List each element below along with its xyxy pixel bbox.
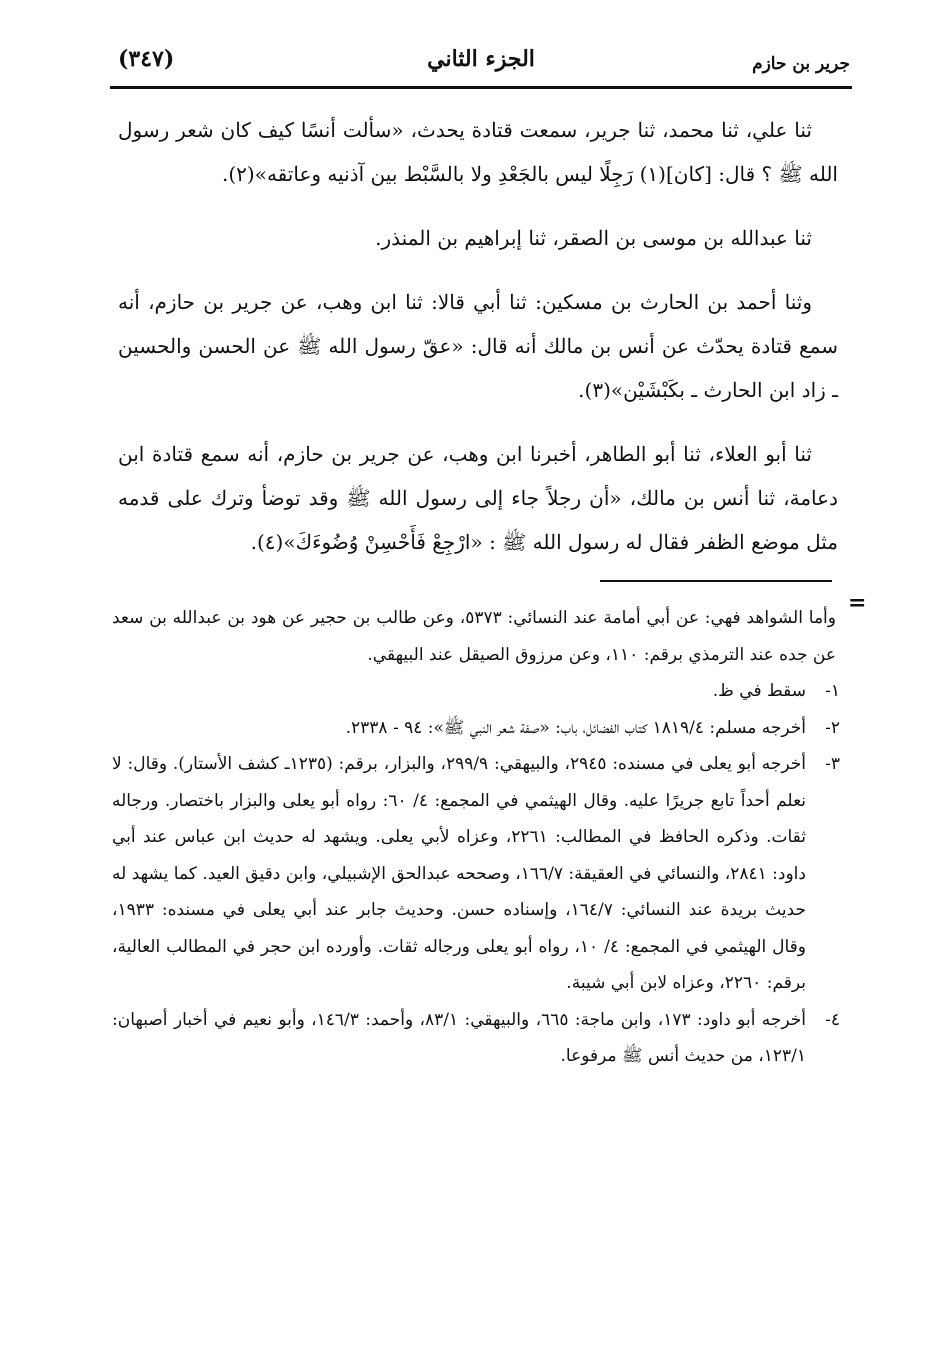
footnote-item [112, 673, 840, 710]
footnote-separator [600, 580, 832, 582]
volume-title: الجزء الثاني [427, 46, 535, 72]
footnote-text: أخرجه أبو داود: ١٧٣، وابن ماجة: ٦٦٥، والبيهقي: ٨٣/١، وأحمد: ١٤٦/٣، وأبو نعيم في أخبار أصبهان: ١٢٣/١، من حديث أنس ﷺ مرفوعا. [112, 1009, 807, 1066]
footnote-continuation: وأما الشواهد فهي: عن أبي أمامة عند النسائي: ٥٣٧٣، وعن طالب بن حجير عن هود بن عبدالله بن سعد عن جده عند الترمذي برقم: ١١٠، وعن مرزوق الصيقل عند البيهقي. [112, 608, 836, 665]
footnote-number: ١- [825, 681, 840, 701]
hadith-paragraph: ثنا عبدالله بن موسى بن الصقر، ثنا إبراهيم بن المنذر. [375, 226, 812, 250]
footnote-number: ٤- [825, 1009, 840, 1030]
footnote-number: ٣- [825, 754, 840, 774]
main-text [118, 108, 838, 584]
footnote-number: ٢- [825, 717, 840, 738]
continuation-mark: = [848, 590, 867, 616]
page-number: (٣٤٧) [118, 46, 175, 72]
hadith-paragraph: ثنا أبو العلاء، ثنا أبو الطاهر، أخبرنا ابن وهب، عن جرير بن حازم، أنه سمع قتادة ابن دعامة، ثنا أنس بن مالك، «أن رجلاً جاء إلى رسول الله ﷺ وقد توضأ وترك على قدمه مثل موضع الظفر فقال له رسول الله ﷺ : «ارْجِعْ فَأَحْسِنْ وُضُوءَكَ»(٤). [118, 442, 838, 554]
running-header [110, 40, 852, 88]
footnotes [112, 600, 840, 1075]
footnote-item [112, 710, 840, 747]
footnote-item [112, 746, 840, 1002]
footnote-text: سقط في ظ. [712, 681, 806, 701]
footnote-text: أخرجه أبو يعلى في مسنده: ٢٩٤٥، والبيهقي: ٢٩٩/٩، والبزار، برقم: (١٢٣٥ـ كشف الأستار). وقال: لا نعلم أحداً تابع جريرًا عليه. وقال الهيثمي في المجمع: ٤/ ٦٠: رواه أبو يعلى والبزار باختصار. ورجاله ثقات. وذكره الحافظ في المطالب: ٢٢٦١، وعزاه لأبي يعلى. ويشهد له حديث ابن عباس عند أبي داود: ٢٨٤١، والنسائي في العقيقة: ١٦٦/٧، وصححه عبدالحق الإشبيلي، وابن دقيق العيد. كما يشهد له حديث بريدة عند النسائي: ١٦٤/٧، وإسناده حسن. وحديث جابر عند أبي يعلى في مسنده: ١٩٣٣، وقال الهيثمي في المجمع: ٤/ ١٠، رواه أبو يعلى ورجاله ثقات. وأورده ابن حجر في المطالب العالية، برقم: ٢٢٦٠، وعزاه لابن أبي شيبة. [112, 754, 806, 993]
footnote-item [112, 1002, 840, 1075]
hadith-paragraph: ثنا علي، ثنا محمد، ثنا جرير، سمعت قتادة يحدث، «سألت أنسًا كيف كان شعر رسول الله ﷺ ؟ قال: [كان](١) رَجِلًا ليس بالجَعْدِ ولا بالسَّبْط بين آذنيه وعاتقه»(٢). [118, 118, 838, 186]
section-title: جرير بن حازم [752, 54, 850, 74]
footnote-text: أخرجه مسلم: ١٨١٩/٤ كتاب الفضائل، باب: «صفة شعر النبي ﷺ»: ٩٤ - ٢٣٣٨. [345, 717, 806, 738]
hadith-paragraph: وثنا أحمد بن الحارث بن مسكين: ثنا أبي قالا: ثنا ابن وهب، عن جرير بن حازم، أنه سمع قتادة يحدّث عن أنس بن مالك أنه قال: «عقّ رسول الله ﷺ عن الحسن والحسين ـ زاد ابن الحارث ـ بكَبْشَيْن»(٣). [118, 290, 838, 402]
header-rule [110, 86, 852, 89]
